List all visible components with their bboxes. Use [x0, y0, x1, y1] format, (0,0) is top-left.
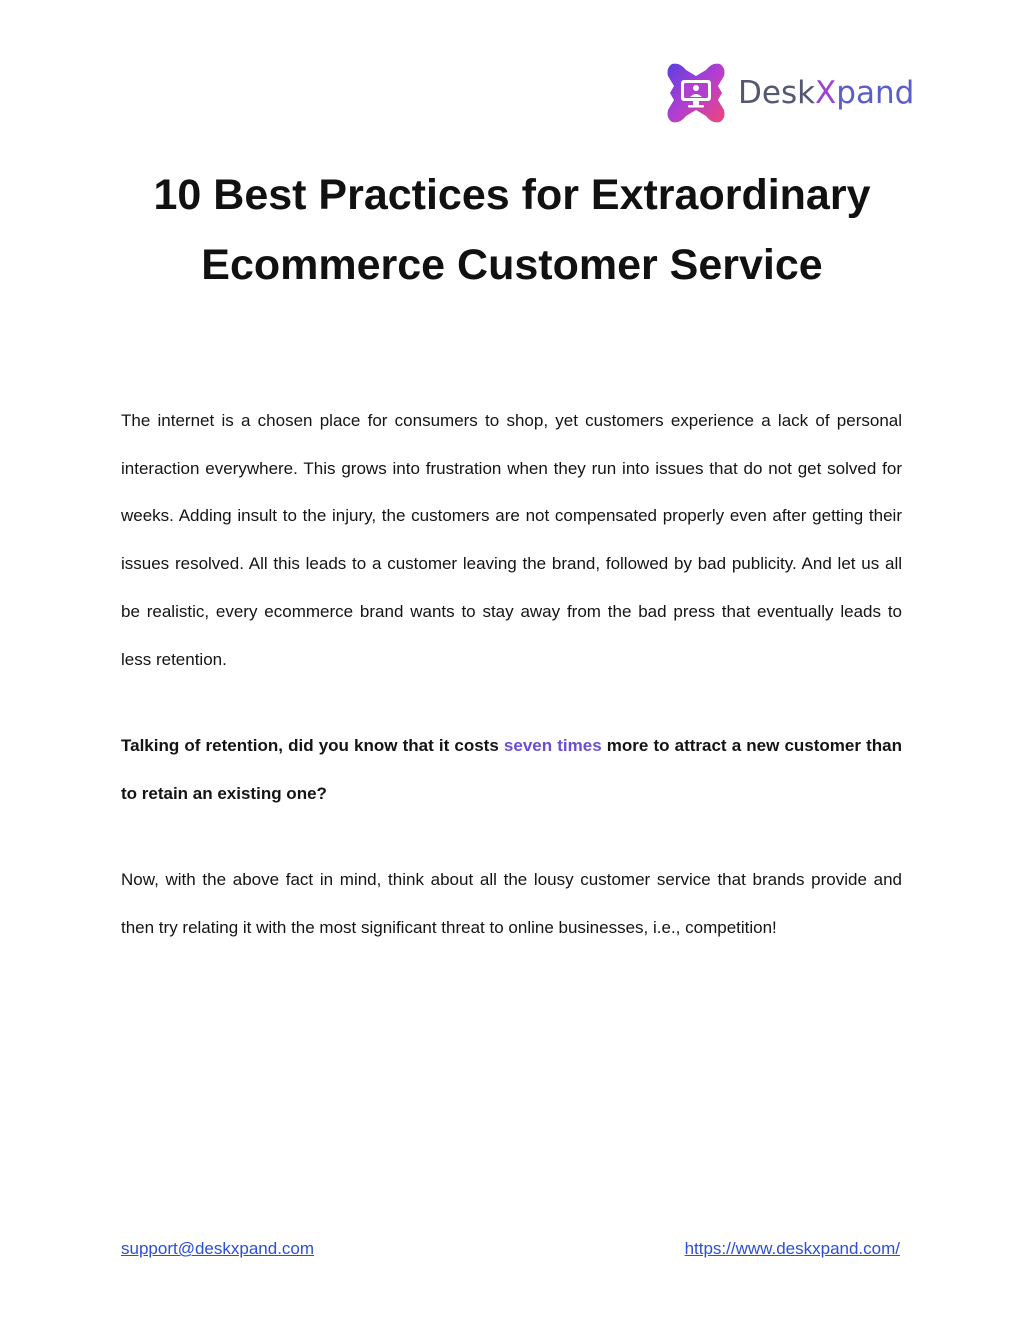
page-title: [100, 160, 924, 300]
logo-text-pand: pand: [836, 75, 915, 111]
fact-text-before: Talking of retention, did you know that it costs: [121, 736, 504, 755]
logo-text-desk: Desk: [738, 75, 816, 111]
title-line-1: 10 Best Practices for Extraordinary: [153, 171, 871, 219]
support-email-link[interactable]: support@deskxpand.com: [121, 1239, 315, 1258]
title-line-2: Ecommerce Customer Service: [201, 241, 823, 289]
deskxpand-logo-icon: [664, 60, 728, 126]
brand-logo: [664, 60, 914, 126]
fact-text-after: more to attract a new customer than to retain an existing one?: [121, 736, 902, 803]
competition-paragraph: Now, with the above fact in mind, think about all the lousy customer service that brands provide and then try relating it with the most significant threat to online businesses, i.e., competition!: [121, 870, 902, 937]
logo-text-x: X: [815, 75, 837, 111]
website-link[interactable]: https://www.deskxpand.com/: [684, 1239, 900, 1258]
intro-paragraph: The internet is a chosen place for consumers to shop, yet customers experience a lack of personal interaction everywhere. This grows into frustration when they run into issues that do not get solved for weeks. Adding insult to the injury, the customers are not compensated properly even after getting their issues resolved. All this leads to a customer leaving the brand, followed by bad publicity. And let us all be realistic, every ecommerce brand wants to stay away from the bad press that eventually leads to less retention.: [121, 411, 902, 669]
retention-fact-paragraph: [121, 722, 902, 817]
logo-wordmark: [738, 75, 914, 111]
seven-times-highlight[interactable]: seven times: [503, 736, 602, 755]
